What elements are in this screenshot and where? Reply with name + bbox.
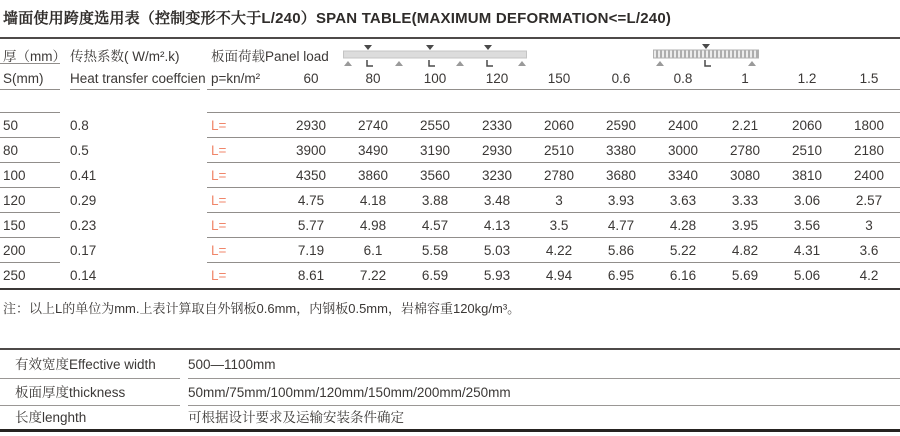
load-column-header: 150 [528, 64, 590, 90]
span-value-cell: 2.57 [838, 188, 900, 213]
load-unit-subheader: p=kn/m² [207, 64, 280, 90]
span-value-cell: 3.93 [590, 188, 652, 213]
span-value-cell: 5.93 [483, 268, 511, 283]
span-value-cell: 2060 [528, 113, 590, 138]
span-value-cell: 3490 [342, 138, 404, 163]
spacer-cell [207, 90, 900, 113]
coefficient-header: 传热系数( W/m².k) [70, 49, 180, 64]
page-title: 墙面使用跨度选用表（控制变形不大于L/240）SPAN TABLE(MAXIMUM DEFORMATION<=L/240) [3, 10, 672, 27]
span-value-cell: 3.33 [714, 188, 776, 213]
multi-span-panel-diagram-icon [342, 39, 528, 64]
span-value-cell: 5.22 [652, 238, 714, 263]
thickness-cell: 250 [3, 268, 26, 283]
span-value-cell: 7.22 [359, 268, 387, 283]
span-value-cell: 6.59 [421, 268, 449, 283]
coefficient-cell: 0.41 [70, 168, 97, 183]
load-column-header: 120 [466, 64, 528, 90]
table-bottom-divider [0, 288, 900, 290]
span-value-cell: 3.6 [838, 238, 900, 263]
span-value-cell: 4.98 [342, 213, 404, 238]
span-value-cell: 3900 [280, 138, 342, 163]
coefficient-cell: 0.8 [70, 118, 89, 133]
span-value-cell: 2780 [714, 138, 776, 163]
span-value-cell: 2.21 [714, 113, 776, 138]
span-value-cell: 3.95 [714, 213, 776, 238]
span-value-cell: 2400 [652, 113, 714, 138]
span-value-cell: 4.31 [776, 238, 838, 263]
span-value-cell: 7.19 [280, 238, 342, 263]
span-label-cell: L= [207, 238, 280, 263]
span-value-cell: 3230 [466, 163, 528, 188]
span-value-cell: 2930 [466, 138, 528, 163]
span-value-cell: 4350 [280, 163, 342, 188]
span-label-cell: L= [207, 188, 280, 213]
thickness-cell: 100 [0, 163, 60, 188]
span-value-cell: 5.06 [793, 268, 821, 283]
coefficient-cell: 0.29 [70, 193, 97, 208]
span-value-cell: 2590 [590, 113, 652, 138]
span-value-cell: 6.16 [669, 268, 697, 283]
spacer-cell [70, 90, 200, 113]
single-span-panel-diagram-icon [652, 39, 776, 64]
spec-label: 长度lenghth [15, 410, 87, 425]
span-value-cell: 3 [528, 188, 590, 213]
span-value-cell: 4.18 [342, 188, 404, 213]
span-value-cell: 5.58 [404, 238, 466, 263]
coefficient-cell: 0.23 [70, 218, 97, 233]
span-value-cell: 2930 [280, 113, 342, 138]
span-value-cell: 3680 [590, 163, 652, 188]
spec-label: 有效宽度Effective width [0, 350, 180, 379]
load-column-header: 1.5 [838, 64, 900, 90]
span-value-cell: 2330 [466, 113, 528, 138]
span-value-cell: 1800 [838, 113, 900, 138]
span-value-cell: 3.63 [652, 188, 714, 213]
thickness-subheader: S(mm) [0, 64, 60, 90]
span-value-cell: 4.13 [466, 213, 528, 238]
span-value-cell: 4.28 [652, 213, 714, 238]
spacer-cell [0, 90, 60, 113]
span-value-cell: 2510 [528, 138, 590, 163]
span-value-cell: 3.48 [466, 188, 528, 213]
load-column-header: 1 [714, 64, 776, 90]
spec-value: 50mm/75mm/100mm/120mm/150mm/200mm/250mm [188, 379, 900, 406]
coefficient-cell: 0.5 [70, 143, 89, 158]
span-value-cell: 3.56 [776, 213, 838, 238]
spec-value: 500—1100mm [188, 350, 900, 379]
span-label-cell: L= [211, 268, 227, 283]
thickness-cell: 50 [0, 113, 60, 138]
span-value-cell: 2400 [838, 163, 900, 188]
span-value-cell: 3080 [714, 163, 776, 188]
span-value-cell: 5.86 [590, 238, 652, 263]
span-value-cell: 4.2 [859, 268, 879, 283]
span-value-cell: 2740 [342, 113, 404, 138]
span-value-cell: 3190 [404, 138, 466, 163]
span-value-cell: 3 [838, 213, 900, 238]
span-value-cell: 4.22 [528, 238, 590, 263]
load-column-header: 100 [404, 64, 466, 90]
load-column-header: 0.6 [590, 64, 652, 90]
load-column-header: 80 [342, 64, 404, 90]
spec-table [0, 348, 900, 432]
spec-value: 可根据设计要求及运输安装条件确定 [188, 410, 404, 425]
thickness-cell: 120 [0, 188, 60, 213]
span-value-cell: 4.82 [714, 238, 776, 263]
span-value-cell: 3000 [652, 138, 714, 163]
span-label-cell: L= [207, 113, 280, 138]
panel-load-header: 板面荷载Panel load [211, 49, 329, 64]
span-label-cell: L= [207, 213, 280, 238]
span-value-cell: 3.88 [404, 188, 466, 213]
span-value-cell: 3340 [652, 163, 714, 188]
span-value-cell: 2780 [528, 163, 590, 188]
span-value-cell: 8.61 [297, 268, 325, 283]
span-value-cell: 3.06 [776, 188, 838, 213]
coefficient-cell: 0.14 [70, 268, 97, 283]
span-value-cell: 3380 [590, 138, 652, 163]
span-value-cell: 2060 [776, 113, 838, 138]
load-column-header: 60 [280, 64, 342, 90]
thickness-header: 厚（mm） [0, 39, 60, 64]
load-column-header: 0.8 [652, 64, 714, 90]
span-value-cell: 4.57 [404, 213, 466, 238]
span-value-cell: 4.75 [280, 188, 342, 213]
span-value-cell: 5.69 [731, 268, 759, 283]
span-value-cell: 3810 [776, 163, 838, 188]
span-value-cell: 5.03 [466, 238, 528, 263]
coefficient-cell: 0.17 [70, 243, 97, 258]
span-value-cell: 3860 [342, 163, 404, 188]
span-table [0, 39, 900, 288]
span-value-cell: 2510 [776, 138, 838, 163]
span-value-cell: 4.94 [545, 268, 573, 283]
note-text: 注：以上L的单位为mm.上表计算取自外钢板0.6mm，内钢板0.5mm，岩棉容重120kg/m³。 [3, 301, 521, 316]
span-value-cell: 5.77 [280, 213, 342, 238]
spec-label: 板面厚度thickness [0, 379, 180, 406]
span-value-cell: 3560 [404, 163, 466, 188]
coefficient-subheader: Heat transfer coeffcien [70, 64, 200, 90]
span-value-cell: 6.95 [607, 268, 635, 283]
thickness-cell: 200 [0, 238, 60, 263]
thickness-cell: 150 [0, 213, 60, 238]
span-label-cell: L= [207, 138, 280, 163]
span-label-cell: L= [207, 163, 280, 188]
span-value-cell: 2180 [838, 138, 900, 163]
span-value-cell: 2550 [404, 113, 466, 138]
thickness-cell: 80 [0, 138, 60, 163]
span-value-cell: 4.77 [590, 213, 652, 238]
span-value-cell: 3.5 [528, 213, 590, 238]
load-column-header: 1.2 [776, 64, 838, 90]
span-value-cell: 6.1 [342, 238, 404, 263]
